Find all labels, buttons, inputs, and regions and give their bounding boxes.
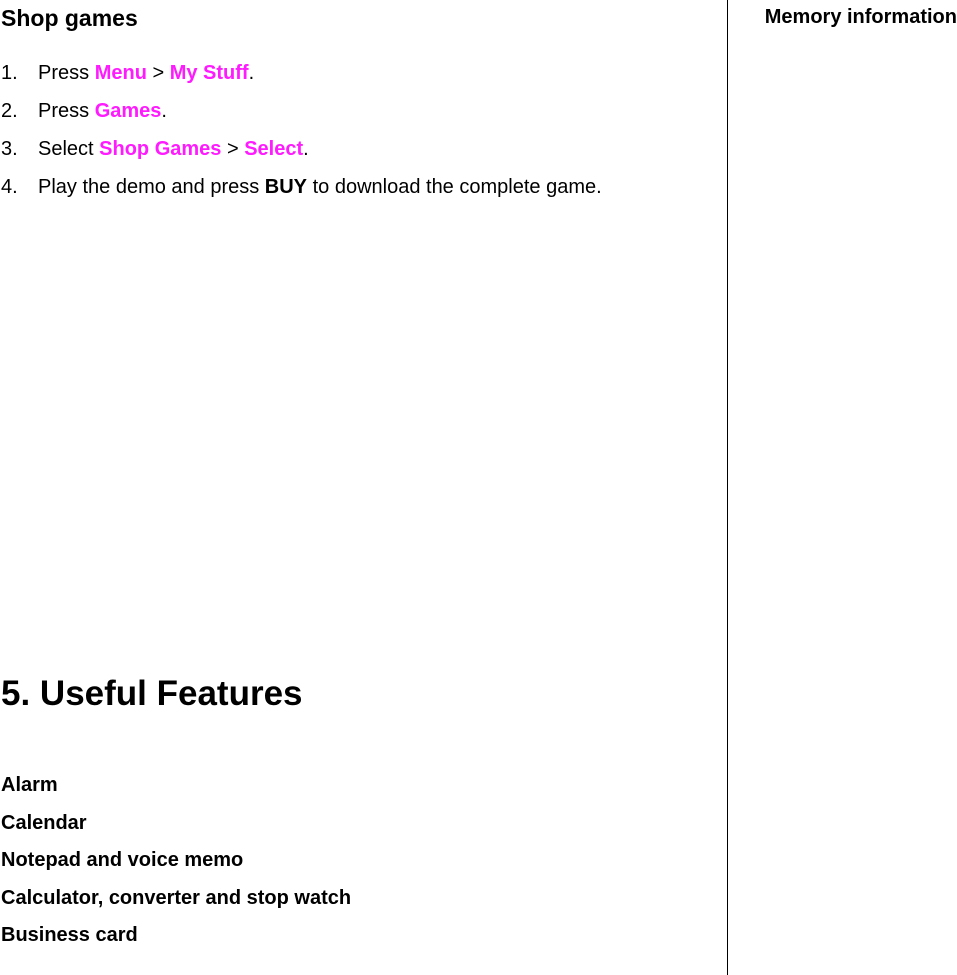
step-number: 4. [1,176,18,198]
step-text-suffix: . [303,138,309,160]
feature-item-business-card[interactable]: Business card [1,924,138,947]
feature-list [1,774,351,962]
step-text-suffix: . [248,62,255,84]
step-text-suffix: . [161,100,167,122]
feature-item-alarm[interactable]: Alarm [1,774,58,796]
step-separator: > [221,138,245,160]
buy-key-label: BUY [264,176,308,198]
shop-games-label: Shop Games [99,138,222,160]
step-text [38,100,167,123]
select-label: Select [244,138,304,160]
step-text [38,62,254,85]
chapter-title: 5. Useful Features [1,674,303,713]
step-text-prefix: Press [38,100,95,122]
my-stuff-label: My Stuff [169,62,249,84]
feature-item-calculator[interactable]: Calculator, converter and stop watch [1,886,352,909]
step-number: 2. [1,100,18,122]
step-text-prefix: Play the demo and press [38,176,265,198]
games-label: Games [94,100,162,122]
sidebar-column [728,0,957,975]
menu-key-label: Menu [94,62,147,84]
step-text-prefix: Press [38,62,95,84]
feature-item-notepad[interactable]: Notepad and voice memo [1,849,244,872]
step-number: 3. [1,138,18,160]
step-number: 1. [1,62,18,84]
step-text [38,176,602,199]
step-text-suffix: to download the complete game. [307,176,602,198]
step-text [38,138,309,161]
step-separator: > [146,62,170,84]
section-title-shop-games: Shop games [1,5,138,31]
sidebar-title: Memory information [764,6,957,28]
step-text-prefix: Select [38,138,100,160]
feature-item-calendar[interactable]: Calendar [1,811,87,834]
